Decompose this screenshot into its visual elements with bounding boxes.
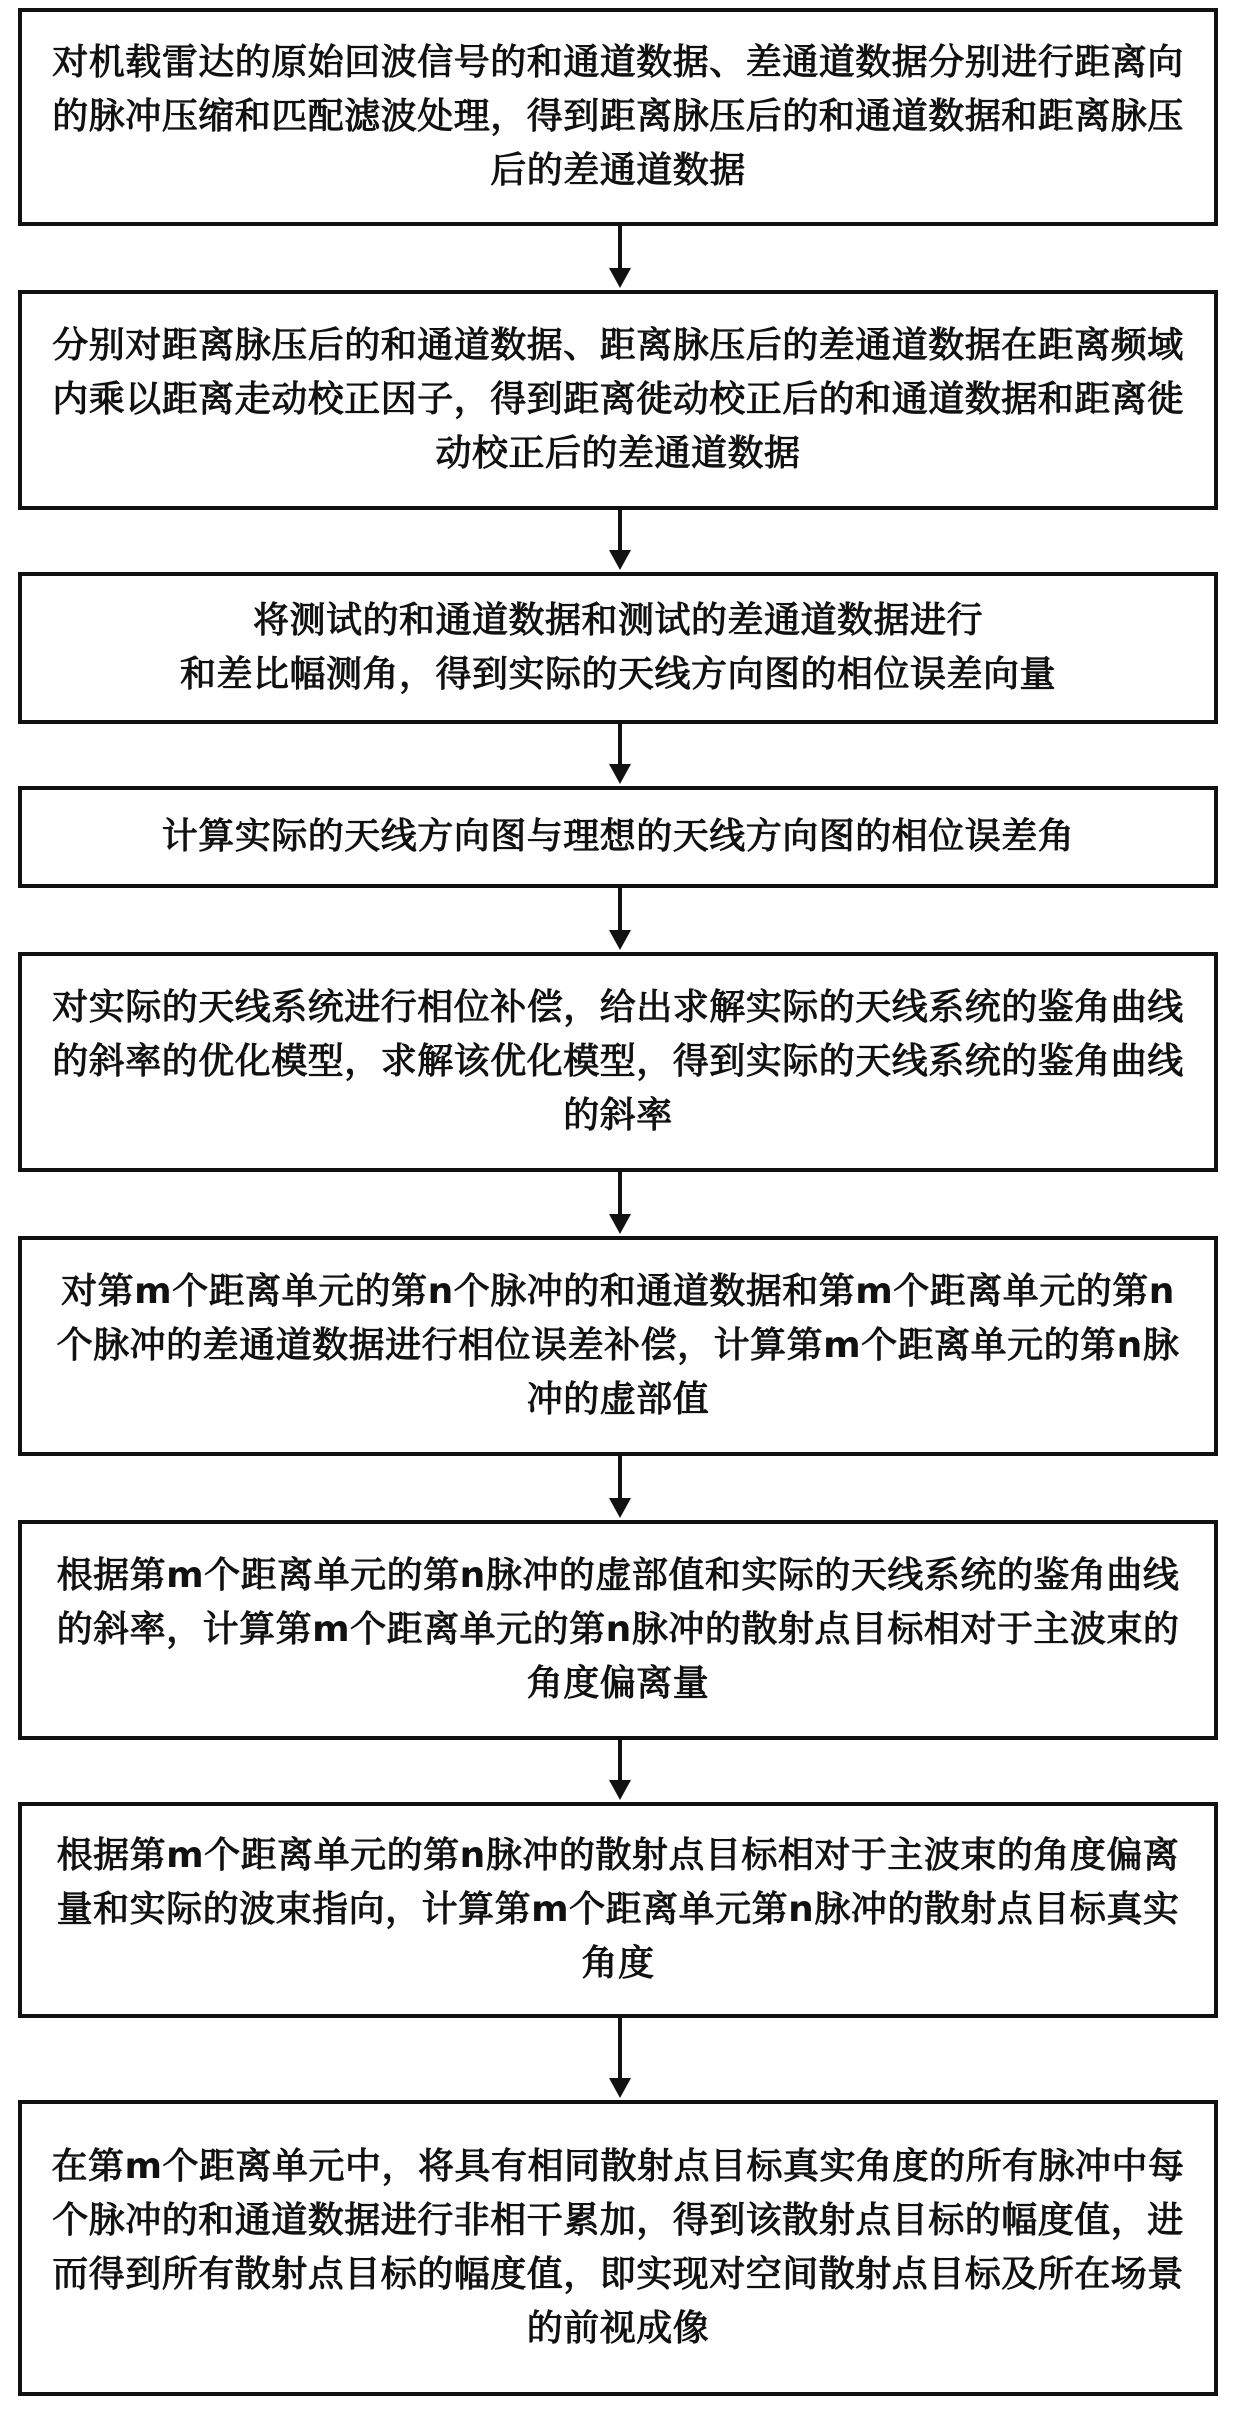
step-box-3	[18, 572, 1218, 724]
step-box-6	[18, 1236, 1218, 1456]
step-text-9: 在第m个距离单元中，将具有相同散射点目标真实角度的所有脉冲中每个脉冲的和通道数据进行非相干累加，得到该散射点目标的幅度值，进而得到所有散射点目标的幅度值，即实现对空间散射点目标及所在场景的前视成像	[51, 2146, 1185, 2349]
arrow-down-icon	[600, 1172, 640, 1236]
step-box-5	[18, 952, 1218, 1172]
step-box-8	[18, 1802, 1218, 2018]
arrow-down-icon	[600, 226, 640, 290]
step-text-5: 对实际的天线系统进行相位补偿，给出求解实际的天线系统的鉴角曲线的斜率的优化模型，求解该优化模型，得到实际的天线系统的鉴角曲线的斜率	[52, 987, 1184, 1136]
step-text-2: 分别对距离脉压后的和通道数据、距离脉压后的差通道数据在距离频域内乘以距离走动校正因子，得到距离徙动校正后的和通道数据和距离徙动校正后的差通道数据	[52, 325, 1184, 474]
arrow-down-icon	[600, 888, 640, 952]
step-text-4: 计算实际的天线方向图与理想的天线方向图的相位误差角	[161, 816, 1075, 857]
arrow-down-icon	[600, 1740, 640, 1802]
step-text-1: 对机载雷达的原始回波信号的和通道数据、差通道数据分别进行距离向的脉冲压缩和匹配滤波处理，得到距离脉压后的和通道数据和距离脉压后的差通道数据	[52, 42, 1184, 191]
step-box-2	[18, 290, 1218, 510]
step-box-4	[18, 786, 1218, 888]
step-box-9	[18, 2100, 1218, 2396]
step-text-6: 对第m个距离单元的第n个脉冲的和通道数据和第m个距离单元的第n个脉冲的差通道数据进行相位误差补偿，计算第m个距离单元的第n脉冲的虚部值	[56, 1271, 1180, 1420]
arrow-down-icon	[600, 1456, 640, 1520]
step-text-8: 根据第m个距离单元的第n脉冲的散射点目标相对于主波束的角度偏离量和实际的波束指向，计算第m个距离单元第n脉冲的散射点目标真实角度	[56, 1835, 1180, 1984]
step-box-1	[18, 8, 1218, 226]
step-box-7	[18, 1520, 1218, 1740]
step-text-3: 将测试的和通道数据和测试的差通道数据进行 和差比幅测角，得到实际的天线方向图的相位误差向量	[179, 600, 1056, 695]
step-text-7: 根据第m个距离单元的第n脉冲的虚部值和实际的天线系统的鉴角曲线的斜率，计算第m个距离单元的第n脉冲的散射点目标相对于主波束的角度偏离量	[56, 1555, 1180, 1704]
arrow-down-icon	[600, 2018, 640, 2100]
arrow-down-icon	[600, 724, 640, 786]
arrow-down-icon	[600, 510, 640, 572]
